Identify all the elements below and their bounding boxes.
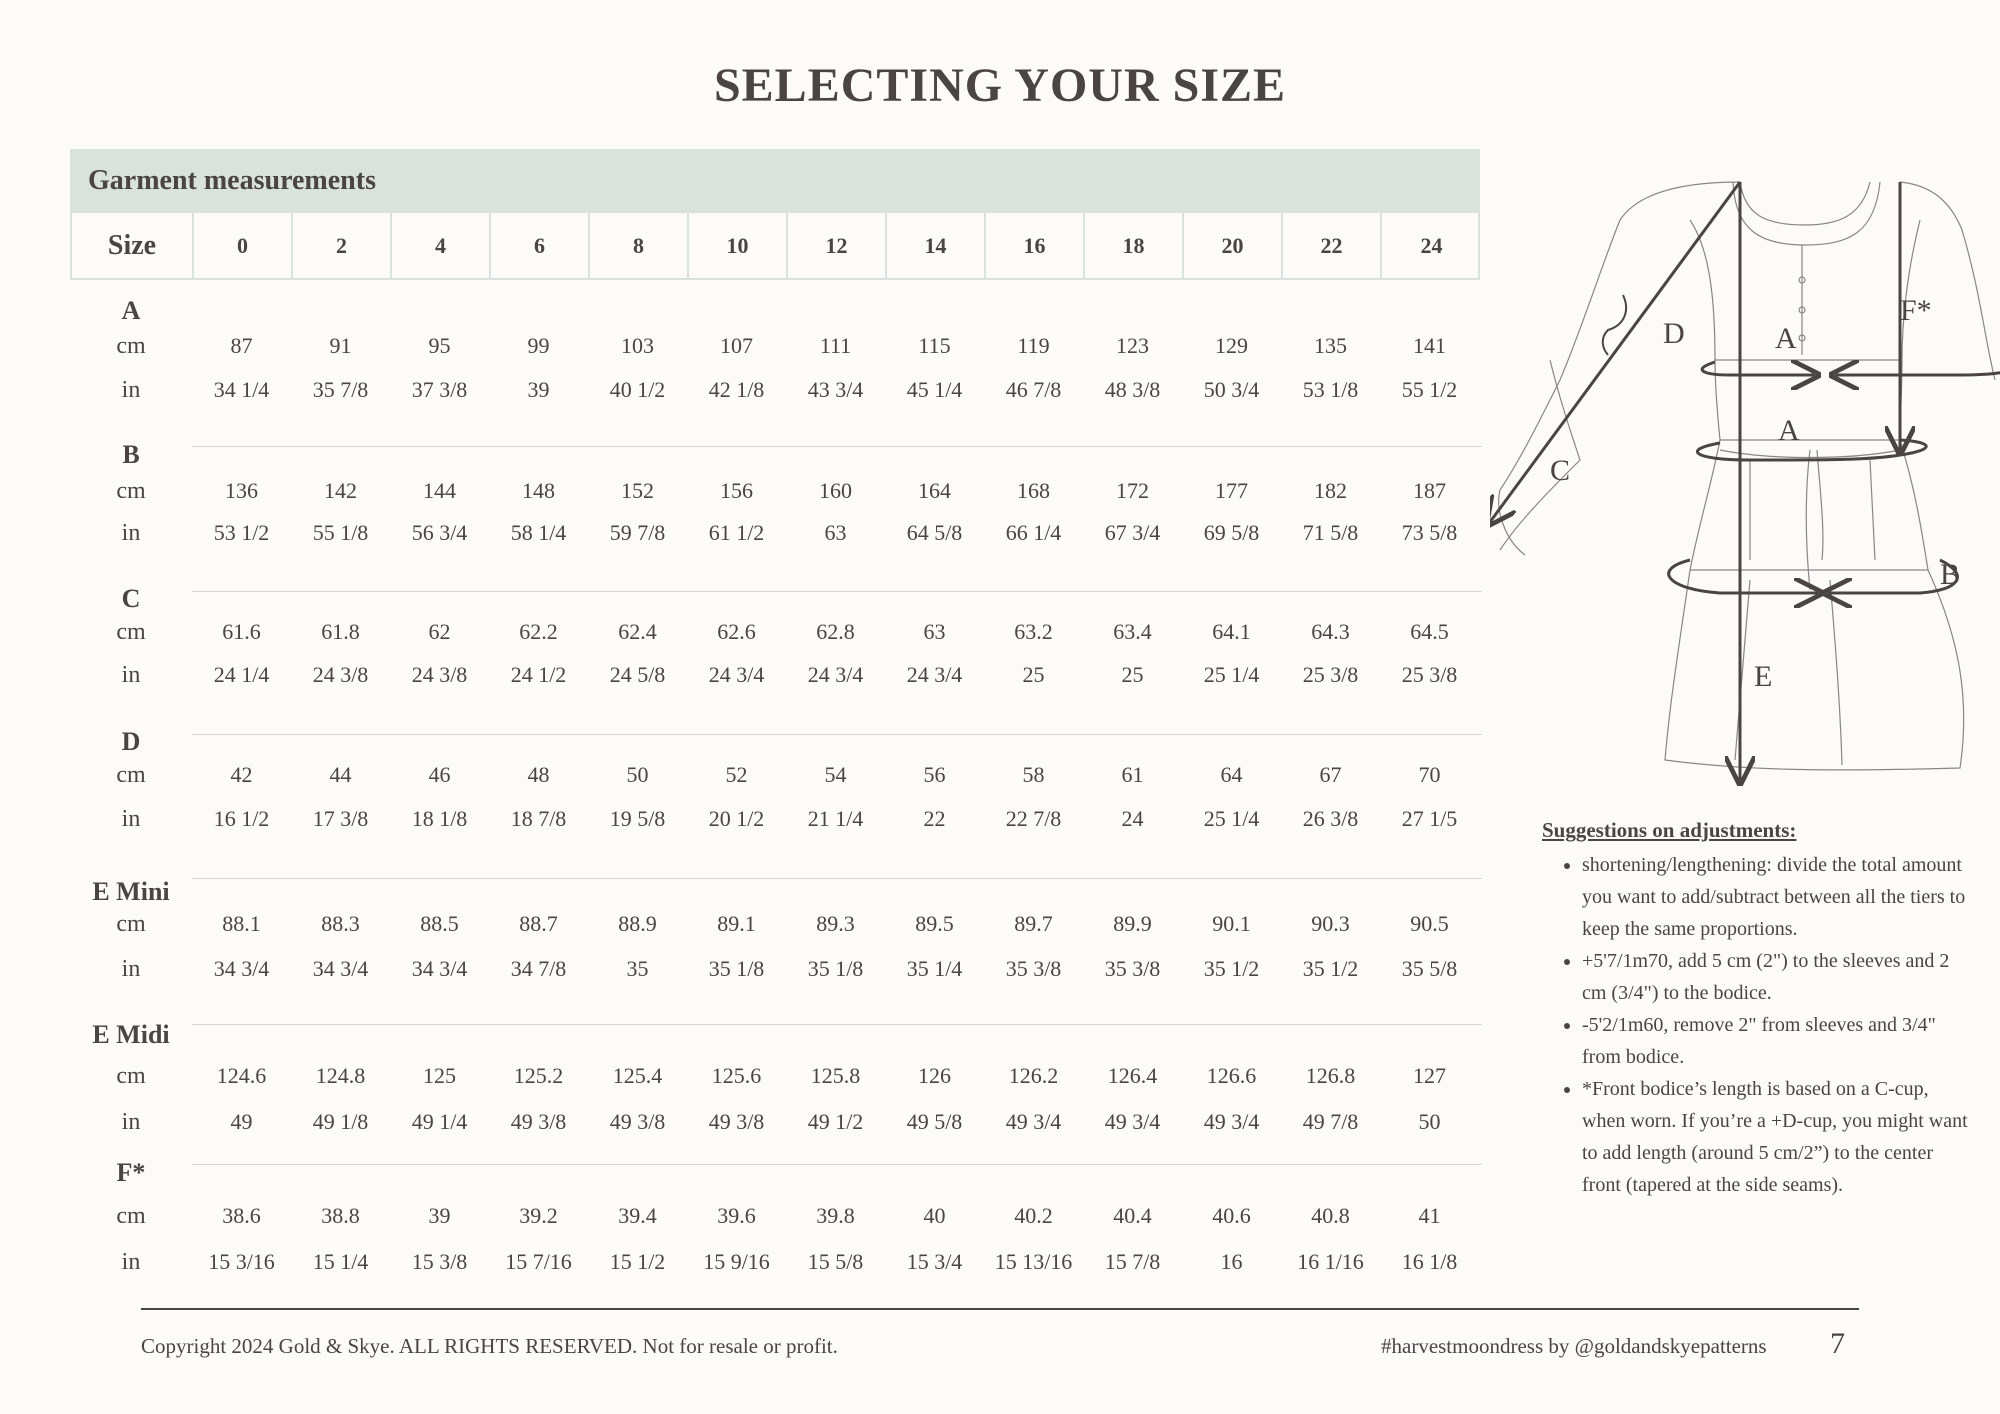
value-cm: 90.5	[1410, 911, 1449, 936]
value-cm: 87	[230, 333, 253, 358]
value-in: 55 1/2	[1401, 377, 1458, 402]
value-cm: 125	[423, 1063, 456, 1088]
size-header-cell: 0	[194, 213, 293, 278]
value-cm: 126.4	[1107, 1063, 1158, 1088]
measurement-label: E Midi	[92, 1020, 170, 1049]
value-cm: 54	[824, 762, 847, 787]
row-separator	[192, 734, 1482, 735]
value-in: 35 1/8	[708, 956, 765, 981]
value-cm: 61.6	[222, 619, 261, 644]
value-cm: 64.3	[1311, 619, 1350, 644]
value-cm: 160	[819, 478, 852, 503]
value-in: 35 1/2	[1302, 956, 1359, 981]
value-cm: 187	[1413, 478, 1446, 503]
value-cm: 70	[1418, 762, 1441, 787]
value-in: 49 3/8	[708, 1109, 765, 1134]
measurement-label: D	[121, 727, 141, 756]
value-cm: 63	[923, 619, 946, 644]
illustration-label-e: E	[1754, 660, 1773, 693]
suggestion-item: • *Front bodice’s length is based on a C-cup, when worn. If you’re a +D-cup, you might want to add length (around 5 cm/2”) to the center front (tapered at the side seams).	[1582, 1073, 1972, 1201]
value-cm: 62.2	[519, 619, 558, 644]
value-in: 25 1/4	[1203, 662, 1260, 687]
value-in: 49 1/2	[807, 1109, 864, 1134]
value-cm: 126.6	[1206, 1063, 1257, 1088]
value-cm: 126.2	[1008, 1063, 1059, 1088]
value-in: 22	[923, 806, 946, 831]
value-in: 24 3/4	[906, 662, 963, 687]
value-cm: 40.4	[1113, 1203, 1152, 1228]
value-in: 42 1/8	[708, 377, 765, 402]
value-cm: 119	[1017, 333, 1050, 358]
unit-label-in: in	[121, 520, 141, 546]
suggestion-item: • shortening/lengthening: divide the total amount you want to add/subtract between all the tiers to keep the same proportions.	[1582, 849, 1972, 945]
value-cm: 172	[1116, 478, 1149, 503]
size-header-cell: 20	[1184, 213, 1283, 278]
value-cm: 148	[522, 478, 555, 503]
size-header-cell: 14	[887, 213, 986, 278]
value-cm: 90.1	[1212, 911, 1251, 936]
size-header-cell: 18	[1085, 213, 1184, 278]
value-cm: 44	[329, 762, 352, 787]
value-cm: 156	[720, 478, 753, 503]
value-in: 49 3/4	[1005, 1109, 1062, 1134]
value-in: 50 3/4	[1203, 377, 1260, 402]
value-in: 25 3/8	[1302, 662, 1359, 687]
value-in: 24	[1121, 806, 1144, 831]
value-in: 24 3/4	[708, 662, 765, 687]
value-cm: 136	[225, 478, 258, 503]
value-cm: 40.2	[1014, 1203, 1053, 1228]
suggestion-item: • +5'7/1m70, add 5 cm (2") to the sleeves and 2 cm (3/4") to the bodice.	[1582, 945, 1972, 1009]
unit-label-cm: cm	[116, 1063, 146, 1089]
value-cm: 62.4	[618, 619, 657, 644]
value-in: 15 3/4	[906, 1249, 963, 1274]
page-title: SELECTING YOUR SIZE	[713, 59, 1287, 112]
unit-label-in: in	[121, 1249, 141, 1275]
row-separator	[192, 591, 1482, 592]
value-cm: 50	[626, 762, 649, 787]
table-header	[70, 149, 1480, 211]
value-cm: 89.5	[915, 911, 954, 936]
value-cm: 127	[1413, 1063, 1446, 1088]
value-cm: 63.2	[1014, 619, 1053, 644]
value-cm: 61.8	[321, 619, 360, 644]
value-cm: 125.4	[612, 1063, 663, 1088]
value-cm: 95	[428, 333, 451, 358]
footer-copyright: Copyright 2024 Gold & Skye. ALL RIGHTS RESERVED. Not for resale or profit.	[141, 1334, 838, 1358]
value-cm: 64.1	[1212, 619, 1251, 644]
value-cm: 141	[1413, 333, 1446, 358]
value-cm: 91	[329, 333, 352, 358]
suggestions-panel	[1542, 818, 1972, 1201]
value-in: 37 3/8	[411, 377, 468, 402]
value-in: 24 5/8	[609, 662, 666, 687]
value-cm: 182	[1314, 478, 1347, 503]
value-in: 24 3/8	[312, 662, 369, 687]
value-in: 69 5/8	[1203, 520, 1260, 545]
value-in: 15 7/8	[1104, 1249, 1161, 1274]
value-in: 71 5/8	[1302, 520, 1359, 545]
size-header-cell: 22	[1283, 213, 1382, 278]
value-in: 34 1/4	[213, 377, 270, 402]
size-row	[70, 211, 1480, 280]
value-cm: 63.4	[1113, 619, 1152, 644]
suggestions-list	[1542, 849, 1972, 1201]
row-separator	[192, 878, 1482, 879]
value-cm: 58	[1022, 762, 1045, 787]
value-in: 15 5/8	[807, 1249, 864, 1274]
value-cm: 88.3	[321, 911, 360, 936]
table-header-label: Garment measurements	[88, 165, 376, 196]
value-in: 55 1/8	[312, 520, 369, 545]
value-cm: 88.1	[222, 911, 261, 936]
size-header-cell: 6	[491, 213, 590, 278]
measurement-label: F*	[116, 1158, 146, 1187]
value-in: 59 7/8	[609, 520, 666, 545]
value-in: 25	[1022, 662, 1045, 687]
value-cm: 61	[1121, 762, 1144, 787]
value-in: 34 7/8	[510, 956, 567, 981]
dress-illustration	[1490, 160, 2000, 792]
value-in: 24 3/8	[411, 662, 468, 687]
value-in: 49 1/4	[411, 1109, 468, 1134]
value-cm: 89.1	[717, 911, 756, 936]
value-in: 49 3/8	[510, 1109, 567, 1134]
value-in: 16 1/16	[1297, 1249, 1364, 1274]
value-in: 35 3/8	[1005, 956, 1062, 981]
illustration-label-f: F*	[1900, 294, 1932, 327]
value-cm: 88.7	[519, 911, 558, 936]
value-cm: 103	[621, 333, 654, 358]
value-in: 26 3/8	[1302, 806, 1359, 831]
size-header-cell: 4	[392, 213, 491, 278]
value-in: 64 5/8	[906, 520, 963, 545]
value-in: 15 1/4	[312, 1249, 369, 1274]
illustration-label-b: B	[1940, 558, 1961, 591]
value-cm: 89.3	[816, 911, 855, 936]
value-in: 16 1/8	[1401, 1249, 1458, 1274]
unit-label-cm: cm	[116, 911, 146, 937]
value-cm: 40	[923, 1203, 946, 1228]
value-cm: 88.5	[420, 911, 459, 936]
value-in: 53 1/8	[1302, 377, 1359, 402]
value-in: 73 5/8	[1401, 520, 1458, 545]
value-in: 15 3/8	[411, 1249, 468, 1274]
value-cm: 39.8	[816, 1203, 855, 1228]
unit-label-cm: cm	[116, 478, 146, 504]
size-label: Size	[72, 213, 194, 278]
value-in: 35 3/8	[1104, 956, 1161, 981]
value-in: 53 1/2	[213, 520, 270, 545]
value-in: 21 1/4	[807, 806, 864, 831]
value-in: 58 1/4	[510, 520, 567, 545]
value-in: 20 1/2	[708, 806, 765, 831]
value-in: 40 1/2	[609, 377, 666, 402]
size-header-cell: 12	[788, 213, 887, 278]
value-cm: 42	[230, 762, 253, 787]
value-in: 48 3/8	[1104, 377, 1161, 402]
value-cm: 38.8	[321, 1203, 360, 1228]
value-in: 34 3/4	[312, 956, 369, 981]
value-in: 49	[230, 1109, 253, 1134]
value-in: 66 1/4	[1005, 520, 1062, 545]
value-cm: 39.6	[717, 1203, 756, 1228]
value-cm: 39.4	[618, 1203, 657, 1228]
value-in: 15 3/16	[208, 1249, 275, 1274]
value-cm: 62.8	[816, 619, 855, 644]
value-in: 25 1/4	[1203, 806, 1260, 831]
value-cm: 126.8	[1305, 1063, 1356, 1088]
value-cm: 126	[918, 1063, 951, 1088]
value-in: 39	[527, 377, 550, 402]
value-in: 35	[626, 956, 649, 981]
unit-label-cm: cm	[116, 333, 146, 359]
value-in: 24 1/4	[213, 662, 270, 687]
measurement-label: E Mini	[92, 877, 170, 906]
value-in: 15 9/16	[703, 1249, 770, 1274]
value-in: 49 3/4	[1104, 1109, 1161, 1134]
value-cm: 125.6	[711, 1063, 762, 1088]
value-in: 34 3/4	[213, 956, 270, 981]
value-cm: 56	[923, 762, 946, 787]
page-number: 7	[1830, 1327, 1845, 1360]
value-cm: 135	[1314, 333, 1347, 358]
value-in: 45 1/4	[906, 377, 963, 402]
value-in: 43 3/4	[807, 377, 864, 402]
value-cm: 64.5	[1410, 619, 1449, 644]
value-in: 15 13/16	[994, 1249, 1073, 1274]
value-in: 24 3/4	[807, 662, 864, 687]
unit-label-cm: cm	[116, 619, 146, 645]
value-cm: 123	[1116, 333, 1149, 358]
measurement-label: C	[121, 584, 141, 613]
value-in: 49 5/8	[906, 1109, 963, 1134]
value-in: 35 1/2	[1203, 956, 1260, 981]
value-in: 56 3/4	[411, 520, 468, 545]
unit-label-in: in	[121, 662, 141, 688]
value-cm: 46	[428, 762, 451, 787]
value-in: 35 5/8	[1401, 956, 1458, 981]
value-cm: 129	[1215, 333, 1248, 358]
value-in: 49 7/8	[1302, 1109, 1359, 1134]
value-in: 22 7/8	[1005, 806, 1062, 831]
value-cm: 107	[720, 333, 753, 358]
value-cm: 88.9	[618, 911, 657, 936]
row-separator	[192, 446, 1482, 447]
row-separator	[192, 1164, 1482, 1165]
value-cm: 152	[621, 478, 654, 503]
value-cm: 89.9	[1113, 911, 1152, 936]
value-cm: 89.7	[1014, 911, 1053, 936]
value-cm: 40.8	[1311, 1203, 1350, 1228]
value-cm: 125.2	[513, 1063, 564, 1088]
value-in: 50	[1418, 1109, 1441, 1134]
value-cm: 124.8	[315, 1063, 366, 1088]
value-cm: 67	[1319, 762, 1342, 787]
value-in: 67 3/4	[1104, 520, 1161, 545]
value-cm: 38.6	[222, 1203, 261, 1228]
suggestions-heading: Suggestions on adjustments:	[1542, 818, 1797, 842]
value-in: 18 7/8	[510, 806, 567, 831]
value-cm: 115	[918, 333, 951, 358]
value-in: 19 5/8	[609, 806, 666, 831]
value-in: 15 1/2	[609, 1249, 666, 1274]
value-in: 16	[1220, 1249, 1243, 1274]
value-in: 35 7/8	[312, 377, 369, 402]
illustration-label-d: D	[1663, 317, 1685, 350]
illustration-label-a1: A	[1775, 322, 1797, 355]
value-in: 27 1/5	[1401, 806, 1458, 831]
size-header-cell: 16	[986, 213, 1085, 278]
value-in: 35 1/8	[807, 956, 864, 981]
unit-label-in: in	[121, 1109, 141, 1135]
value-cm: 168	[1017, 478, 1050, 503]
measurement-label: B	[122, 440, 140, 469]
value-in: 18 1/8	[411, 806, 468, 831]
value-cm: 111	[819, 333, 852, 358]
value-in: 35 1/4	[906, 956, 963, 981]
illustration-label-a2: A	[1778, 414, 1800, 447]
value-cm: 142	[324, 478, 357, 503]
footer-divider	[141, 1308, 1859, 1310]
value-cm: 177	[1215, 478, 1248, 503]
unit-label-in: in	[121, 377, 141, 403]
value-cm: 99	[527, 333, 550, 358]
value-in: 34 3/4	[411, 956, 468, 981]
size-header-cell: 2	[293, 213, 392, 278]
value-cm: 52	[725, 762, 748, 787]
footer-credit: #harvestmoondress by @goldandskyepatterns	[1381, 1334, 1767, 1358]
unit-label-cm: cm	[116, 1203, 146, 1229]
value-cm: 40.6	[1212, 1203, 1251, 1228]
value-cm: 164	[918, 478, 951, 503]
value-cm: 90.3	[1311, 911, 1350, 936]
unit-label-cm: cm	[116, 762, 146, 788]
size-header-cell: 10	[689, 213, 788, 278]
value-in: 46 7/8	[1005, 377, 1062, 402]
value-cm: 125.8	[810, 1063, 861, 1088]
value-cm: 48	[527, 762, 550, 787]
value-in: 24 1/2	[510, 662, 567, 687]
size-header-cell: 24	[1420, 232, 1443, 258]
value-cm: 41	[1418, 1203, 1441, 1228]
value-cm: 62.6	[717, 619, 756, 644]
value-in: 17 3/8	[312, 806, 369, 831]
value-in: 16 1/2	[213, 806, 270, 831]
measurement-label: A	[121, 296, 141, 325]
value-in: 15 7/16	[505, 1249, 572, 1274]
size-header-cell: 8	[590, 213, 689, 278]
suggestion-item: • -5'2/1m60, remove 2" from sleeves and 3/4" from bodice.	[1582, 1009, 1972, 1073]
value-cm: 144	[423, 478, 456, 503]
value-cm: 62	[428, 619, 451, 644]
value-in: 49 1/8	[312, 1109, 369, 1134]
value-cm: 64	[1220, 762, 1243, 787]
value-in: 61 1/2	[708, 520, 765, 545]
row-separator	[192, 1024, 1482, 1025]
unit-label-in: in	[121, 956, 141, 982]
value-in: 49 3/4	[1203, 1109, 1260, 1134]
illustration-label-c: C	[1550, 454, 1571, 487]
value-in: 49 3/8	[609, 1109, 666, 1134]
value-cm: 39	[428, 1203, 451, 1228]
unit-label-in: in	[121, 806, 141, 832]
value-in: 63	[824, 520, 847, 545]
value-in: 25	[1121, 662, 1144, 687]
value-cm: 124.6	[216, 1063, 267, 1088]
value-cm: 39.2	[519, 1203, 558, 1228]
value-in: 25 3/8	[1401, 662, 1458, 687]
